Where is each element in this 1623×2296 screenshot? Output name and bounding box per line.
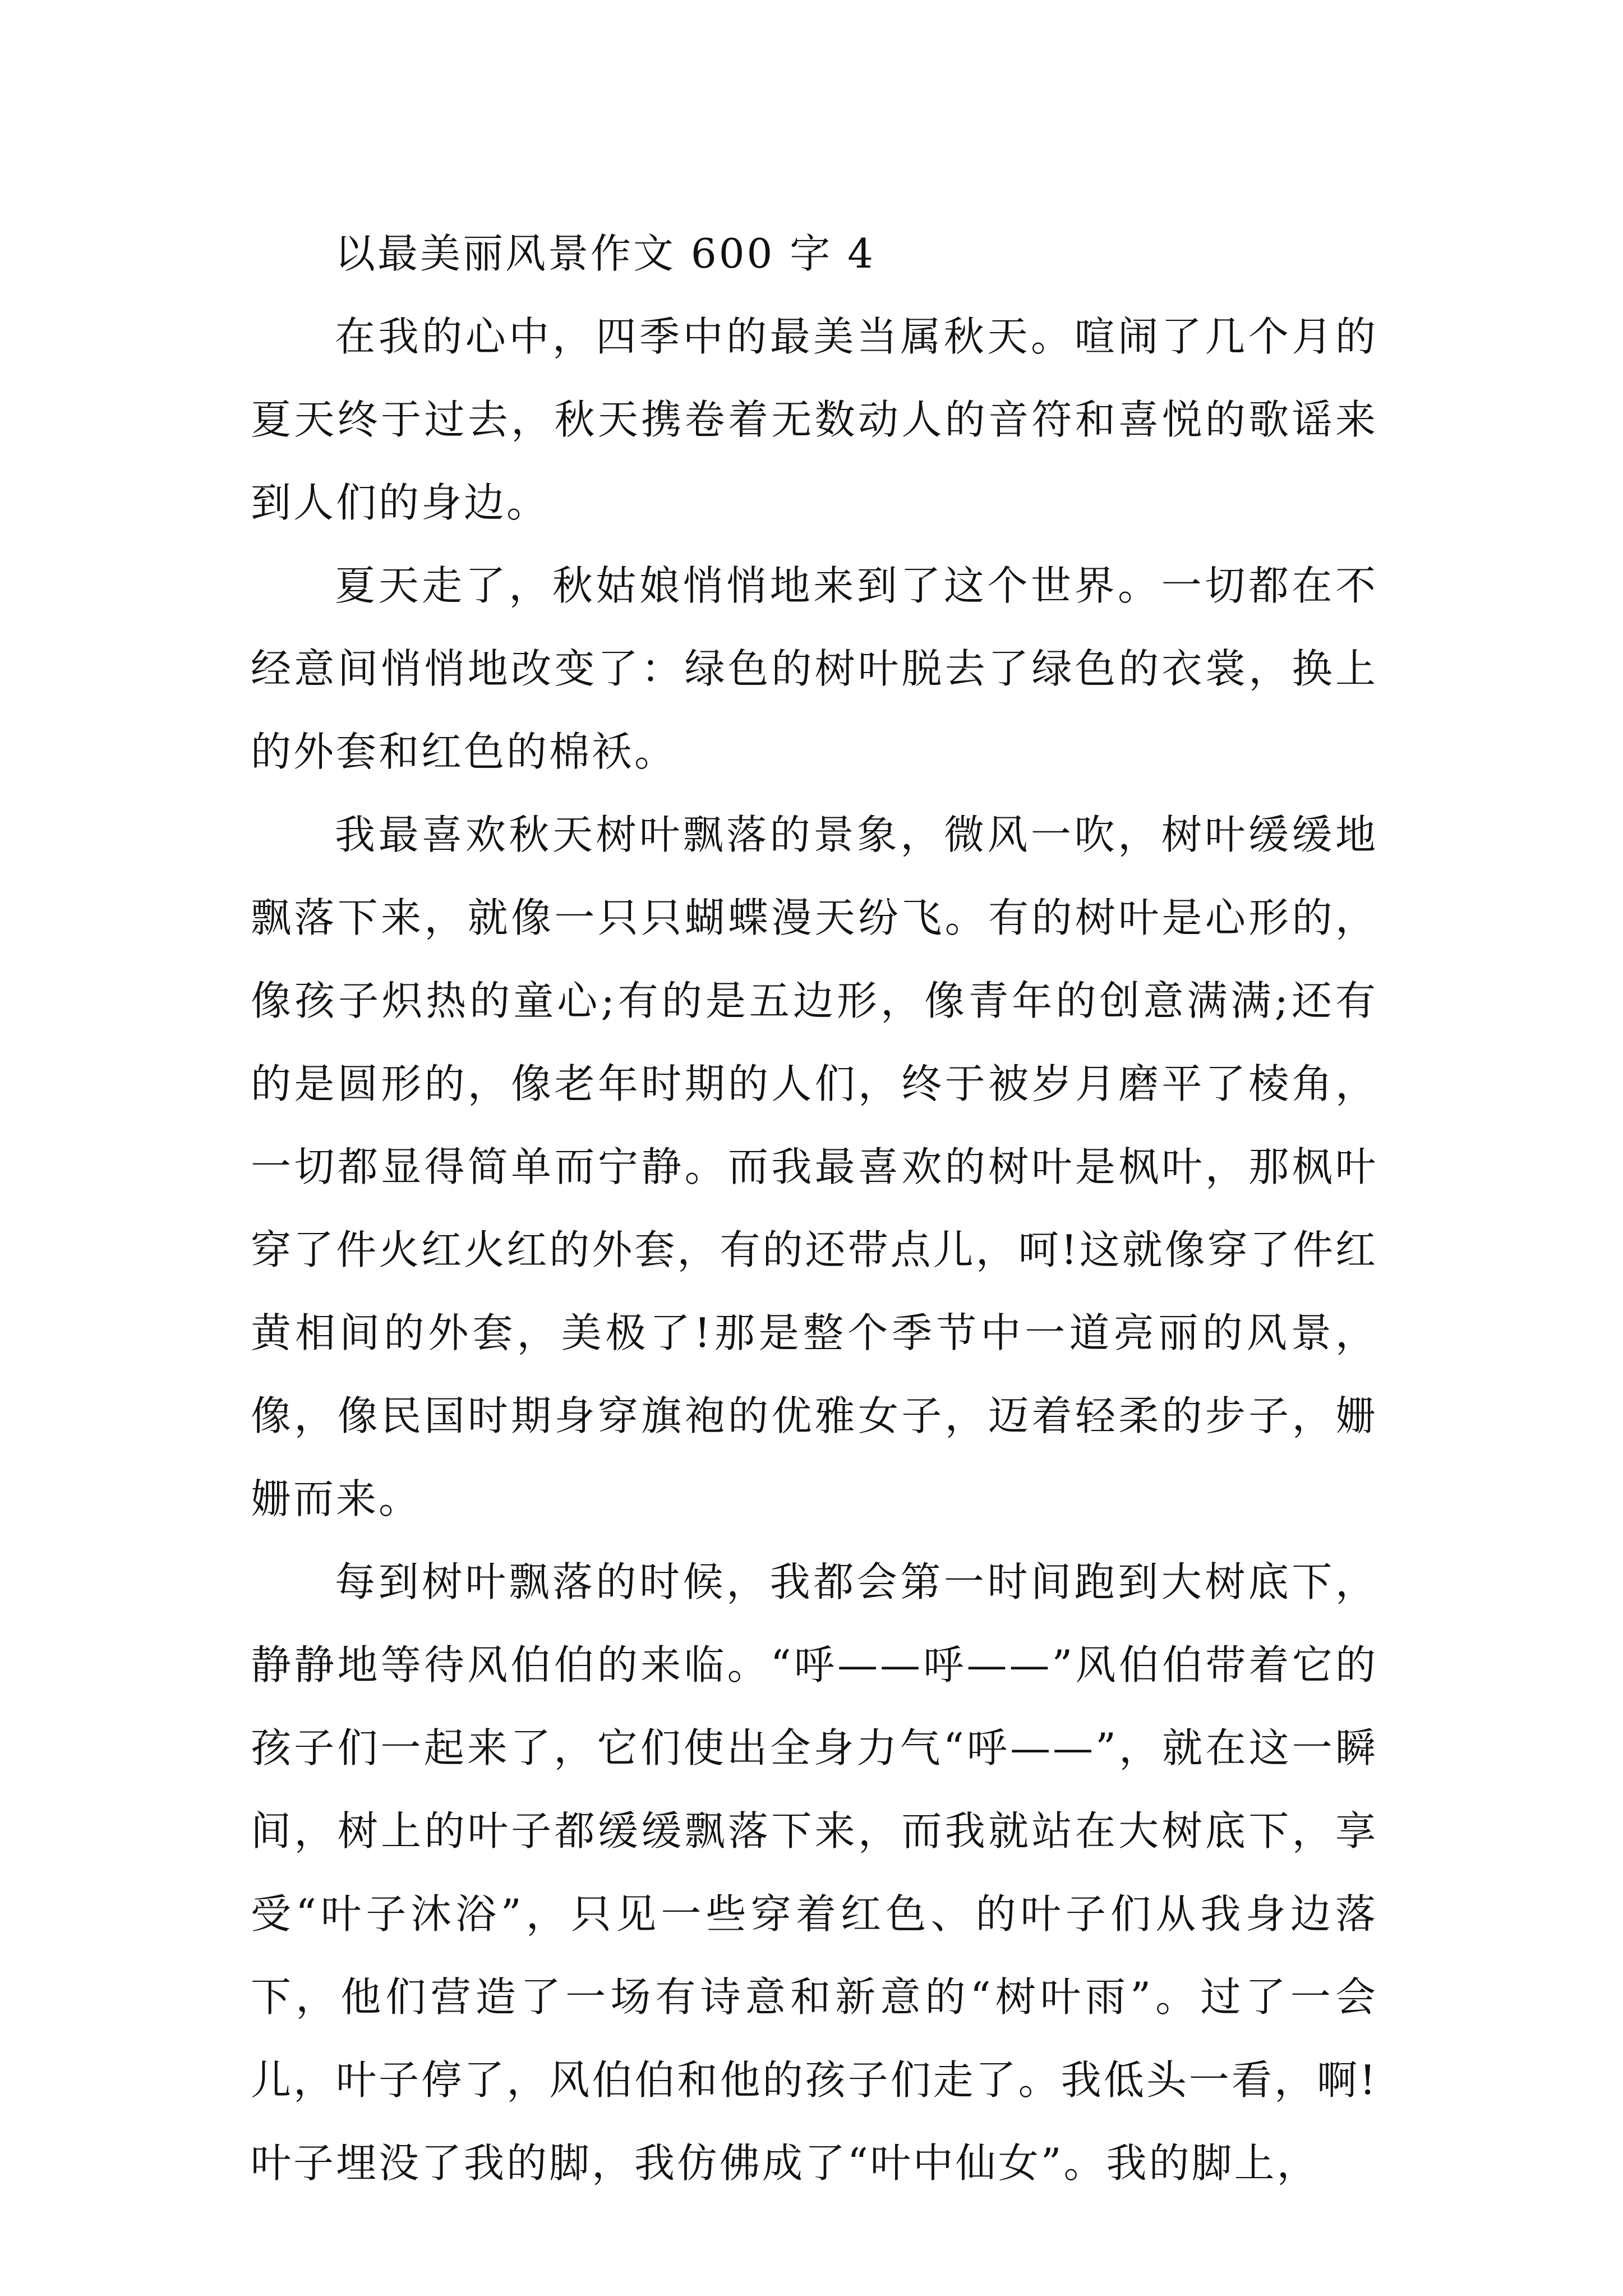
paragraph-2: 夏天走了，秋姑娘悄悄地来到了这个世界。一切都在不经意间悄悄地改变了：绿色的树叶脱去了绿色的衣裳，换上的外套和红色的棉袄。: [251, 562, 1378, 775]
article-title: 以最美丽风景作文 600 字 4: [335, 230, 875, 277]
article-body: [251, 212, 1378, 2205]
paragraph-3: 我最喜欢秋天树叶飘落的景象，微风一吹，树叶缓缓地飘落下来，就像一只只蝴蝶漫天纷飞。有的树叶是心形的，像孩子炽热的童心;有的是五边形，像青年的创意满满;还有的是圆形的，像老年时期的人们，终于被岁月磨平了棱角，一切都显得简单而宁静。而我最喜欢的树叶是枫叶，那枫叶穿了件火红火红的外套，有的还带点儿，呵!这就像穿了件红黄相间的外套，美极了!那是整个季节中一道亮丽的风景，像，像民国时期身穿旗袍的优雅女子，迈着轻柔的步子，姗姗而来。: [251, 811, 1378, 1522]
paragraph-1: 在我的心中，四季中的最美当属秋天。喧闹了几个月的夏天终于过去，秋天携卷着无数动人的音符和喜悦的歌谣来到人们的身边。: [251, 313, 1378, 526]
paragraph-4: 每到树叶飘落的时候，我都会第一时间跑到大树底下，静静地等待风伯伯的来临。“呼——呼——”风伯伯带着它的孩子们一起来了，它们使出全身力气“呼——”，就在这一瞬间，树上的叶子都缓缓飘落下来，而我就站在大树底下，享受“叶子沐浴”，只见一些穿着红色、的叶子们从我身边落下，他们营造了一场有诗意和新意的“树叶雨”。过了一会儿，叶子停了，风伯伯和他的孩子们走了。我低头一看，啊!叶子埋没了我的脚，我仿佛成了“叶中仙女”。我的脚上，: [251, 1558, 1378, 2187]
